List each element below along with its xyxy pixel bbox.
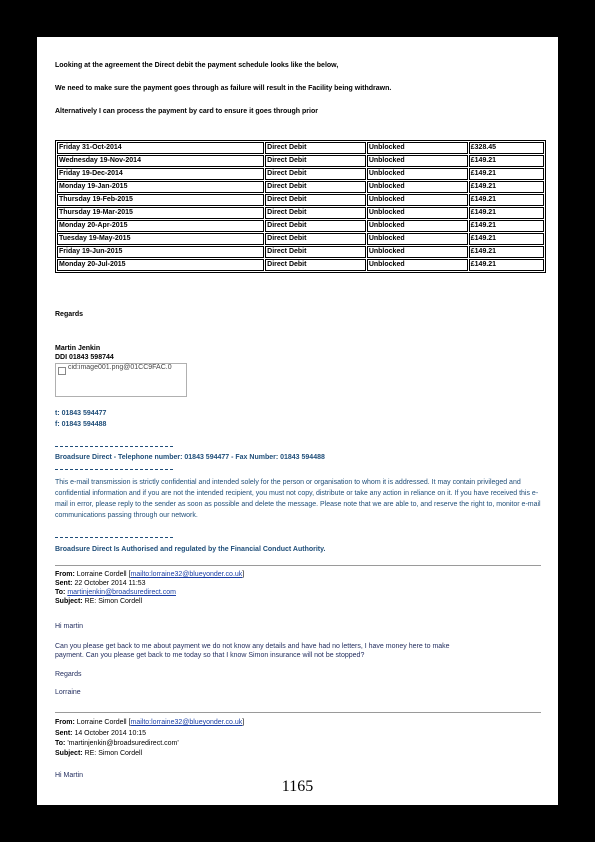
email1-body-line-2: payment. Can you please get back to me today so that I know Simon insurance will not be stopped? [55, 652, 365, 659]
date-cell: Thursday 19-Mar-2015 [57, 207, 264, 219]
email2-from-label: From: [55, 719, 75, 726]
broken-image-icon [58, 367, 66, 375]
email1-from-name: Lorraine Cordell [ [76, 571, 131, 578]
email2-subject-value: RE: Simon Cordell [84, 750, 143, 757]
method-cell: Direct Debit [265, 207, 366, 219]
method-cell: Direct Debit [265, 246, 366, 258]
amount-cell: £149.21 [469, 207, 544, 219]
status-cell: Unblocked [367, 155, 468, 167]
footer-divider-1 [55, 446, 173, 447]
document-page [37, 37, 558, 805]
email1-regards: Regards [55, 671, 82, 678]
email-separator-1 [55, 565, 541, 566]
email1-from [55, 570, 244, 579]
signature-fax: f: 01843 594488 [55, 421, 107, 428]
status-cell: Unblocked [367, 207, 468, 219]
email1-sent [55, 579, 146, 588]
email2-from-link[interactable]: mailto:lorraine32@blueyonder.co.uk [130, 719, 243, 726]
method-cell: Direct Debit [265, 142, 366, 154]
amount-cell: £149.21 [469, 181, 544, 193]
email2-sent-value: 14 October 2014 10:15 [74, 730, 147, 737]
schedule-row [57, 155, 544, 167]
status-cell: Unblocked [367, 142, 468, 154]
email1-sign: Lorraine [55, 689, 81, 696]
amount-cell: £328.45 [469, 142, 544, 154]
email1-greeting: Hi martin [55, 623, 84, 630]
email1-subject-label: Subject: [55, 598, 83, 605]
page-number: 1165 [281, 778, 314, 795]
email1-subject-value: RE: Simon Cordell [84, 598, 143, 605]
date-cell: Monday 19-Jan-2015 [57, 181, 264, 193]
date-cell: Thursday 19-Feb-2015 [57, 194, 264, 206]
date-cell: Wednesday 19-Nov-2014 [57, 155, 264, 167]
status-cell: Unblocked [367, 246, 468, 258]
method-cell: Direct Debit [265, 155, 366, 167]
amount-cell: £149.21 [469, 155, 544, 167]
status-cell: Unblocked [367, 181, 468, 193]
broken-image-placeholder [55, 363, 187, 397]
schedule-row [57, 142, 544, 154]
footer-divider-3 [55, 537, 173, 538]
amount-cell: £149.21 [469, 168, 544, 180]
signature-tel: t: 01843 594477 [55, 410, 107, 417]
status-cell: Unblocked [367, 220, 468, 232]
email2-subject-label: Subject: [55, 750, 83, 757]
email2-from-name: Lorraine Cordell [ [76, 719, 131, 726]
email1-from-label: From: [55, 571, 75, 578]
email2-from-end: ] [242, 719, 245, 726]
intro-line-1: Looking at the agreement the Direct debit the payment schedule looks like the below, [55, 62, 339, 69]
email1-sent-value: 22 October 2014 11:53 [74, 580, 146, 587]
email2-subject [55, 749, 142, 758]
method-cell: Direct Debit [265, 181, 366, 193]
footer-company-line: Broadsure Direct - Telephone number: 01843 594477 - Fax Number: 01843 594488 [55, 454, 325, 461]
footer-disclaimer: This e-mail transmission is strictly confidential and intended solely for the person or organisation to whom it is addressed. It may contain privileged and confidential information and if you are not the intended recipient, you must not copy, distribute or take any action in reliance on it. If you have received this e-mail in error, please reply to the sender as soon as possible and delete the message. Please note that we are able to, and reserve the right to, monitor e-mail communications passing through our network. [55, 479, 541, 519]
email2-sent-label: Sent: [55, 730, 73, 737]
schedule-row [57, 259, 544, 271]
schedule-row [57, 194, 544, 206]
status-cell: Unblocked [367, 259, 468, 271]
schedule-row [57, 246, 544, 258]
email1-subject [55, 597, 142, 606]
schedule-row [57, 233, 544, 245]
payment-schedule-table [55, 140, 546, 273]
method-cell: Direct Debit [265, 194, 366, 206]
email2-to-label: To: [55, 740, 66, 747]
status-cell: Unblocked [367, 233, 468, 245]
intro-line-2: We need to make sure the payment goes through as failure will result in the Facility being withdrawn. [55, 85, 392, 92]
email1-to-label: To: [55, 589, 66, 596]
signature-ddi: DDI 01843 598744 [55, 354, 114, 361]
amount-cell: £149.21 [469, 233, 544, 245]
date-cell: Monday 20-Jul-2015 [57, 259, 264, 271]
email1-from-end: ] [242, 571, 245, 578]
email1-to-link[interactable]: martinjenkin@broadsuredirect.com [67, 589, 176, 596]
footer-divider-2 [55, 469, 173, 470]
amount-cell: £149.21 [469, 259, 544, 271]
date-cell: Monday 20-Apr-2015 [57, 220, 264, 232]
image-alt-text: cid:image001.png@01CC9FAC.0 [68, 364, 172, 371]
email2-greeting: Hi Martin [55, 772, 84, 779]
schedule-row [57, 168, 544, 180]
amount-cell: £149.21 [469, 194, 544, 206]
status-cell: Unblocked [367, 194, 468, 206]
email1-to [55, 588, 176, 597]
schedule-row [57, 181, 544, 193]
method-cell: Direct Debit [265, 220, 366, 232]
email1-sent-label: Sent: [55, 580, 73, 587]
date-cell: Friday 19-Jun-2015 [57, 246, 264, 258]
date-cell: Tuesday 19-May-2015 [57, 233, 264, 245]
date-cell: Friday 31-Oct-2014 [57, 142, 264, 154]
regards-text: Regards [55, 311, 84, 318]
method-cell: Direct Debit [265, 233, 366, 245]
email1-body-line-1: Can you please get back to me about payment we do not know any details and have had no letters, I have money here to make [55, 643, 450, 650]
method-cell: Direct Debit [265, 168, 366, 180]
intro-line-3: Alternatively I can process the payment by card to ensure it goes through prior [55, 108, 318, 115]
status-cell: Unblocked [367, 168, 468, 180]
amount-cell: £149.21 [469, 246, 544, 258]
email2-sent [55, 729, 146, 738]
date-cell: Friday 19-Dec-2014 [57, 168, 264, 180]
email2-to-value: 'martinjenkin@broadsuredirect.com' [67, 740, 179, 747]
email1-from-link[interactable]: mailto:lorraine32@blueyonder.co.uk [130, 571, 243, 578]
footer-fca-text: Broadsure Direct Is Authorised and regulated by the Financial Conduct Authority. [55, 546, 326, 553]
email2-from [55, 718, 244, 727]
schedule-row [57, 207, 544, 219]
signature-name: Martin Jenkin [55, 345, 101, 352]
email-separator-2 [55, 712, 541, 713]
method-cell: Direct Debit [265, 259, 366, 271]
amount-cell: £149.21 [469, 220, 544, 232]
schedule-row [57, 220, 544, 232]
email2-to [55, 739, 179, 748]
